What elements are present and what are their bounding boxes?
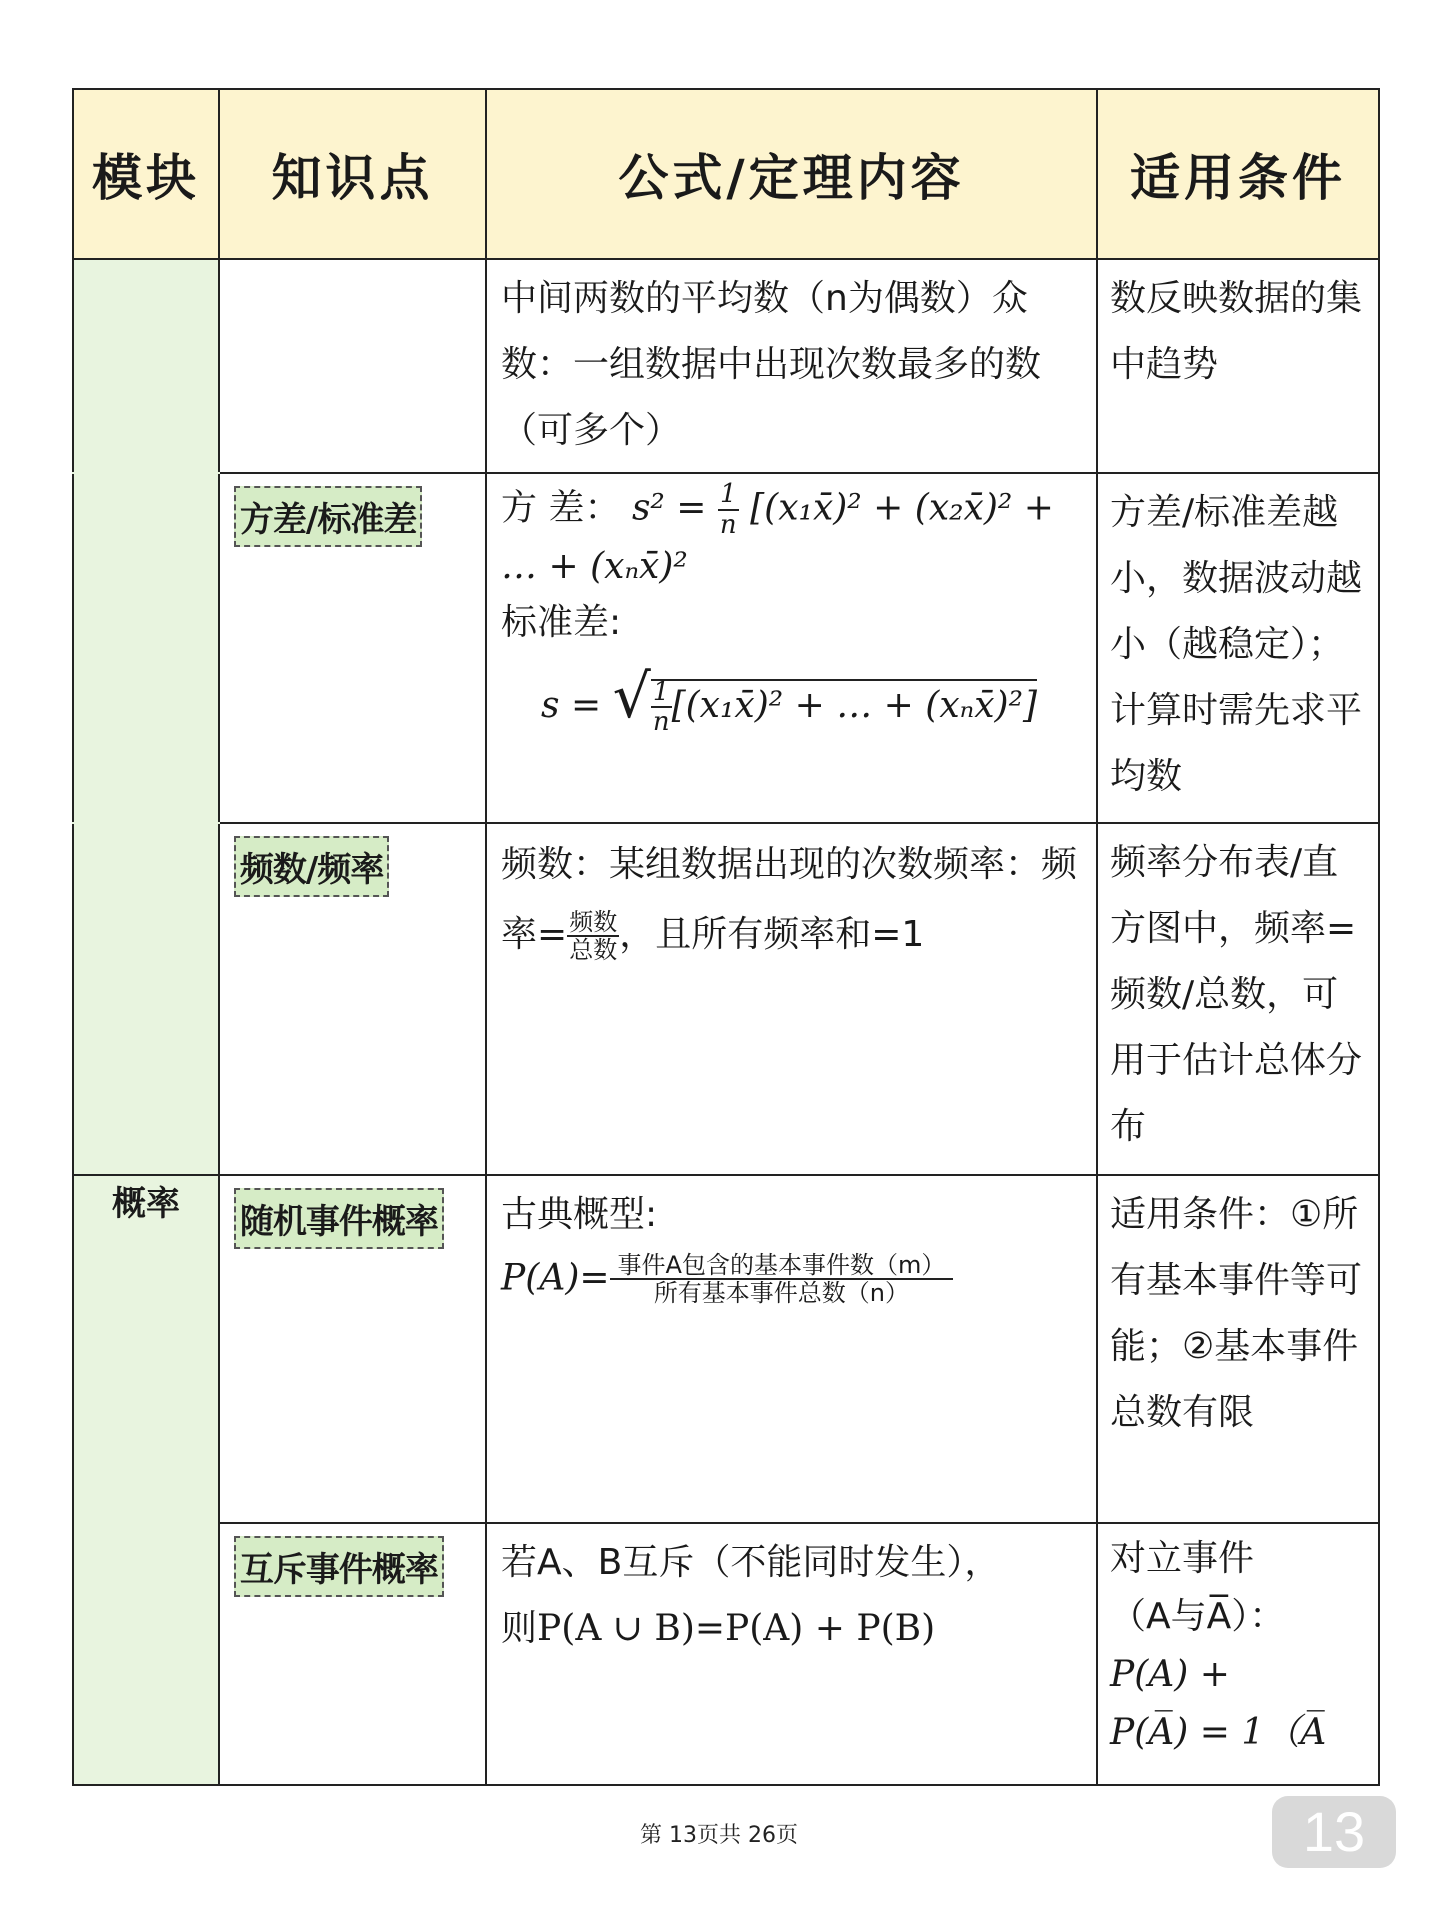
- header-knowledge-point: 知识点: [219, 89, 486, 259]
- content-text: 中间两数的平均数（n为偶数）众数：一组数据中出现次数最多的数（可多个）: [501, 278, 1042, 451]
- variance-formula-start: s² =: [631, 487, 707, 529]
- mutual-exclusive-text: 若A、B互斥（不能同时发生），: [501, 1542, 1001, 1583]
- content-cell: [486, 1175, 1097, 1523]
- classic-model-label: 古典概型:: [501, 1194, 658, 1235]
- classic-probability-fraction: $\frac{\text{事件A包含的基本事件数（m）}}{\text{所有基本事件总数（n）}}$: [610, 1252, 954, 1307]
- variance-formula-end: … + (xₙx̄)²: [501, 546, 688, 588]
- std-formula: s = √ $\frac{1}{n}$ [(x₁x̄)² + … + (xₙx̄)²]: [541, 662, 1038, 738]
- condition-line: （A与A̅）：: [1109, 1596, 1286, 1637]
- header-module: 模块: [73, 89, 219, 259]
- condition-text: 频率分布表/直方图中，频率=频数/总数，可用于估计总体分布: [1109, 842, 1362, 1147]
- page-footer: 第 13页共 26页: [640, 1823, 798, 1848]
- kp-cell: [219, 473, 486, 823]
- header-condition: 适用条件: [1097, 89, 1379, 259]
- frequency-text-end: ，且所有频率和=1: [619, 914, 925, 955]
- one-over-n-fraction: $\frac{1}{n}$: [652, 676, 670, 738]
- one-over-n-fraction: $\frac{1}{n}$: [719, 479, 737, 540]
- condition-text: 数反映数据的集中趋势: [1109, 278, 1362, 385]
- condition-cell: [1097, 259, 1379, 473]
- condition-line: 对立事件: [1109, 1538, 1254, 1579]
- mutual-exclusive-formula: 则P(A ∪ B)=P(A) + P(B): [501, 1608, 936, 1649]
- condition-line: P(A̅) = 1（A̅: [1109, 1712, 1327, 1753]
- kp-tag: 随机事件概率: [234, 1188, 444, 1249]
- variance-formula-mid: [(x₁x̄)² + (x₂x̄)² +: [750, 487, 1054, 529]
- module-label: 概率: [73, 1175, 219, 1785]
- module-cell: [73, 823, 219, 1175]
- condition-line: P(A) +: [1109, 1654, 1230, 1695]
- variance-label: 方 差：: [501, 487, 621, 529]
- module-cell: [73, 259, 219, 473]
- content-cell: [486, 473, 1097, 823]
- kp-cell: [219, 1523, 486, 1785]
- condition-cell: [1097, 1175, 1379, 1523]
- table-row: [73, 823, 1379, 1175]
- table-row: [73, 473, 1379, 823]
- knowledge-table: [72, 88, 1380, 1786]
- condition-text: 方差/标准差越小，数据波动越小（越稳定）；计算时需先求平均数: [1109, 492, 1362, 797]
- page-number-badge: 13: [1272, 1796, 1396, 1868]
- table-row: [73, 1523, 1379, 1785]
- content-cell: [486, 1523, 1097, 1785]
- content-cell: [486, 259, 1097, 473]
- kp-cell: [219, 823, 486, 1175]
- condition-cell: [1097, 1523, 1379, 1785]
- condition-cell: [1097, 473, 1379, 823]
- kp-cell: [219, 259, 486, 473]
- kp-tag: 方差/标准差: [234, 486, 422, 547]
- kp-cell: [219, 1175, 486, 1523]
- kp-tag: 互斥事件概率: [234, 1536, 444, 1597]
- table-row: [73, 259, 1379, 473]
- header-row: [73, 89, 1379, 259]
- table-row: [73, 1175, 1379, 1523]
- frequency-text: 频数：某组数据出现的次数频率：频率=: [501, 844, 1078, 955]
- condition-cell: [1097, 823, 1379, 1175]
- module-cell: [73, 473, 219, 823]
- probability-prefix: P(A)=: [501, 1257, 610, 1299]
- frequency-fraction: $\frac{\text{频数}}{\text{总数}}$: [569, 907, 618, 964]
- kp-tag: 频数/频率: [234, 836, 389, 897]
- content-cell: [486, 823, 1097, 1175]
- condition-text: 适用条件：①所有基本事件等可能；②基本事件总数有限: [1109, 1194, 1362, 1433]
- header-formula: 公式/定理内容: [486, 89, 1097, 259]
- std-label: 标准差:: [501, 602, 622, 644]
